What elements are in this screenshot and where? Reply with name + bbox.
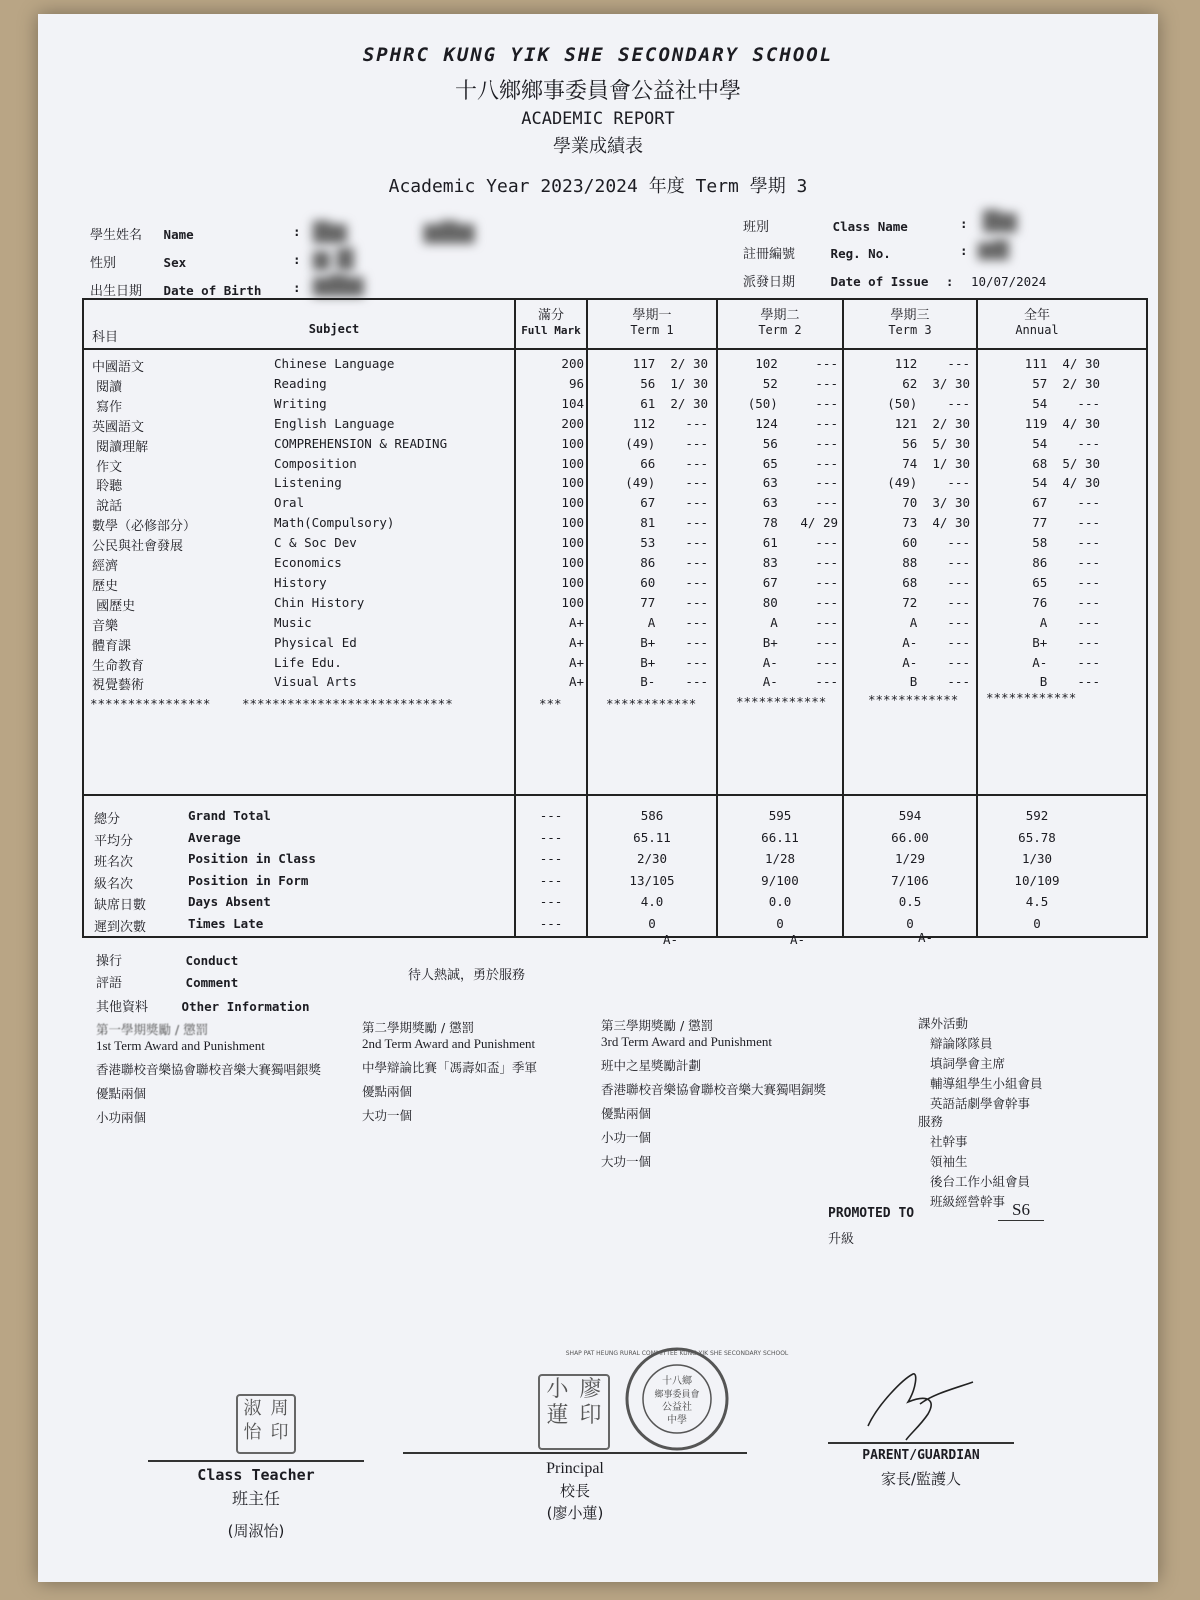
score-an: 54 4/ 30	[1032, 475, 1100, 491]
score-t2: (50) ---	[747, 395, 838, 411]
score-t2: 67 ---	[762, 574, 838, 590]
list-item: 小功兩個	[96, 1110, 147, 1125]
subject-name-zh: 數學（必修部分）	[92, 519, 197, 535]
score-full: A+	[568, 614, 584, 630]
score-t3: (49) ---	[887, 475, 970, 491]
score-an: 58 ---	[1032, 535, 1100, 551]
results-table	[82, 298, 1148, 938]
info-sex-en: Sex	[163, 255, 187, 270]
summary-full: ---	[539, 851, 563, 867]
academic-year-line: Academic Year 2023/2024 年度 Term 學期 3	[388, 176, 808, 197]
list-item: 填詞學會主席	[930, 1056, 1006, 1071]
subject-name-en: Composition	[274, 455, 357, 471]
principal-zh: 校長	[559, 1482, 590, 1500]
score-full: 200	[561, 356, 584, 371]
header-term3: 學期三 Term 3	[888, 308, 932, 337]
report-paper	[38, 14, 1158, 1582]
subject-name-zh: 生命教育	[92, 658, 145, 674]
promoted-zh: 升級	[828, 1232, 855, 1247]
parent-label: PARENT/GUARDIAN	[862, 1448, 980, 1463]
score-an: 111 4/ 30	[1024, 356, 1100, 371]
score-t2: 124 ---	[755, 415, 838, 431]
score-t1: B- ---	[640, 674, 708, 690]
principal-name: (廖小蓮)	[546, 1504, 604, 1522]
score-full: 100	[561, 495, 584, 511]
redacted-name: ▇▆ ▆▇▆	[313, 219, 475, 244]
score-t3: B ---	[909, 674, 970, 690]
score-an: 57 2/ 30	[1032, 375, 1100, 391]
info-reg-en: Reg. No.	[830, 246, 891, 261]
summary-label-en: Average	[188, 829, 241, 845]
summary-t3: 1/29	[894, 851, 926, 867]
list-item: 大功一個	[362, 1108, 413, 1123]
report-title-en: ACADEMIC REPORT	[521, 109, 675, 129]
subject-name-en: Economics	[274, 555, 342, 570]
score-t2: 63 ---	[762, 475, 838, 491]
header-term1: 學期一 Term 1	[630, 308, 674, 337]
summary-t2: 595	[768, 808, 792, 823]
score-an: 76 ---	[1032, 594, 1100, 610]
list-item: 社幹事	[930, 1134, 968, 1149]
score-t3: (50) ---	[887, 395, 970, 411]
info-issue-en: Date of Issue	[830, 274, 929, 289]
score-t2: 65 ---	[762, 455, 838, 471]
summary-label-en: Times Late	[188, 916, 264, 931]
subject-name-zh: 音樂	[92, 618, 119, 634]
score-t1: (49) ---	[625, 475, 708, 491]
list-item: 優點兩個	[362, 1084, 413, 1099]
score-t3: 74 1/ 30	[902, 455, 970, 471]
summary-t2: 66.11	[761, 829, 799, 845]
summary-an: 10/109	[1014, 872, 1060, 888]
subject-name-en: Writing	[274, 395, 327, 411]
summary-t1: 13/105	[629, 872, 675, 888]
score-full: A+	[568, 674, 584, 690]
subject-name-zh: 體育課	[92, 638, 132, 654]
summary-an: 65.78	[1018, 829, 1056, 845]
stars-t2: ************	[736, 694, 827, 709]
summary-full: ---	[539, 894, 563, 910]
score-t1: 53 ---	[640, 535, 708, 551]
info-name	[90, 224, 194, 243]
list-item: 班級經營幹事	[930, 1194, 1006, 1209]
subject-name-en: COMPREHENSION & READING	[274, 435, 448, 451]
header-fullmark: 滿分 Full Mark	[521, 308, 581, 337]
subject-name-zh: 閱讀	[92, 379, 123, 395]
summary-label-zh: 總分	[94, 812, 121, 827]
summary-t2: 1/28	[764, 851, 796, 867]
score-t1: 112 ---	[632, 415, 708, 431]
summary-full: ---	[539, 916, 563, 931]
summary-full: ---	[539, 829, 563, 845]
summary-an: 0	[1033, 916, 1041, 931]
award-term2: 第二學期獎勵 / 懲罰 2nd Term Award and Punishment 中學辯論比賽「馮壽如盃」季軍 優點兩個 大功一個	[362, 1018, 602, 1124]
score-full: 100	[561, 535, 584, 551]
score-an: 77 ---	[1032, 515, 1100, 531]
score-an: 86 ---	[1032, 555, 1100, 570]
score-an: 54 ---	[1032, 435, 1100, 451]
subject-name-zh: 聆聽	[92, 479, 123, 495]
list-item: 香港聯校音樂協會聯校音樂大賽獨唱銅獎	[601, 1082, 827, 1097]
header-subject-en: Subject	[308, 322, 360, 336]
score-t2: 102 ---	[755, 356, 838, 371]
extracurricular: 課外活動 辯論隊隊員 填詞學會主席 輔導組學生小組會員 英語話劇學會幹事 服務 社幹事 領袖生 後台工作小組會員 班級經營幹事	[918, 1014, 1118, 1210]
subject-name-en: Chinese Language	[274, 356, 395, 371]
info-sex-zh: 性別	[90, 256, 117, 271]
score-t1: (49) ---	[625, 435, 708, 451]
score-t3: 62 3/ 30	[902, 375, 970, 391]
school-seal-ring-text: SHAP PAT HEUNG RURAL COMMITTEE KUNG YIK SHE SECONDARY SCHOOL	[565, 1350, 789, 1357]
summary-an: 1/30	[1021, 851, 1053, 867]
summary-t1: 65.11	[633, 829, 671, 845]
info-sex	[90, 252, 186, 271]
school-name-zh: 十八鄉鄉事委員會公益社中學	[454, 79, 741, 104]
info-name-colon: :	[293, 224, 301, 239]
list-item: 領袖生	[930, 1154, 968, 1169]
conduct-label: 操行 Conduct	[96, 953, 239, 969]
summary-label-en: Grand Total	[188, 808, 271, 823]
info-sex-colon: :	[293, 252, 301, 267]
score-an: A- ---	[1032, 654, 1100, 670]
score-t3: 88 ---	[902, 555, 970, 570]
list-item: 優點兩個	[601, 1106, 652, 1121]
conduct-t3: A-	[918, 930, 934, 945]
summary-an: 592	[1025, 808, 1049, 823]
list-item: 優點兩個	[96, 1086, 147, 1101]
info-reg-zh: 註冊編號	[743, 247, 796, 262]
summary-t2: 0.0	[768, 894, 792, 910]
parent-zh: 家長/監護人	[880, 1470, 962, 1488]
redacted-sex: ▆ ▇	[313, 246, 354, 271]
report-title-zh: 學業成績表	[553, 136, 643, 157]
class-teacher-name: (周淑怡)	[227, 1522, 285, 1540]
summary-full: ---	[539, 872, 563, 888]
score-full: 100	[561, 475, 584, 491]
header-term2: 學期二 Term 2	[758, 308, 802, 337]
summary-label-zh: 平均分	[94, 833, 134, 849]
info-issue-zh: 派發日期	[743, 275, 796, 290]
subject-name-en: Music	[274, 614, 312, 630]
stars-en: ****************************	[242, 696, 453, 711]
score-full: 100	[561, 574, 584, 590]
comment-label: 評語 Comment	[96, 975, 239, 991]
list-item: 辯論隊隊員	[930, 1036, 993, 1051]
redacted-reg: ▆▇	[978, 236, 1009, 260]
principal-label: Principal	[546, 1460, 604, 1477]
subject-name-en: C & Soc Dev	[274, 535, 357, 551]
score-an: 119 4/ 30	[1024, 415, 1100, 431]
score-an: A ---	[1039, 614, 1100, 630]
subject-name-zh: 閱讀理解	[92, 439, 149, 455]
summary-label-en: Position in Class	[188, 851, 316, 867]
score-full: 96	[568, 375, 584, 391]
svg-text:中學: 中學	[667, 1415, 687, 1426]
score-t1: B+ ---	[640, 634, 708, 650]
award-term3: 第三學期獎勵 / 懲罰 3rd Term Award and Punishment 班中之星獎勵計劃 香港聯校音樂協會聯校音樂大賽獨唱銅獎 優點兩個 小功一個 大功一個	[601, 1016, 871, 1170]
subject-name-en: Math(Compulsory)	[274, 515, 395, 531]
score-full: A+	[568, 634, 584, 650]
score-t2: 78 4/ 29	[762, 515, 838, 531]
score-t2: 83 ---	[762, 555, 838, 570]
summary-t1: 0	[648, 916, 656, 931]
info-name-en: Name	[163, 227, 194, 242]
summary-label-en: Days Absent	[188, 894, 271, 910]
score-t3: A- ---	[902, 634, 970, 650]
score-t3: 112 ---	[894, 356, 970, 371]
info-dob-en: Date of Birth	[163, 283, 262, 298]
subject-name-en: Reading	[274, 375, 327, 391]
list-item: 小功一個	[601, 1130, 652, 1145]
promoted-label: PROMOTED TO	[828, 1206, 915, 1221]
subject-name-zh: 寫作	[92, 399, 123, 415]
summary-t3: 0	[906, 916, 914, 931]
score-full: 104	[561, 395, 584, 411]
info-reg	[743, 243, 891, 262]
stars-zh: ****************	[90, 696, 211, 711]
summary-label-zh: 班名次	[94, 855, 134, 871]
list-item: 中學辯論比賽「馮壽如盃」季軍	[362, 1060, 538, 1075]
summary-t2: 9/100	[761, 872, 799, 888]
svg-text:鄉事委員會: 鄉事委員會	[654, 1390, 700, 1400]
subject-name-en: Physical Ed	[274, 634, 357, 650]
score-t1: A ---	[647, 614, 708, 630]
summary-t3: 594	[898, 808, 922, 823]
subject-name-zh: 中國語文	[92, 360, 145, 375]
score-an: 68 5/ 30	[1032, 455, 1100, 471]
summary-t3: 0.5	[898, 894, 922, 910]
info-reg-colon: :	[960, 243, 968, 258]
score-t2: 52 ---	[762, 375, 838, 391]
score-t2: B+ ---	[762, 634, 838, 650]
score-t1: 86 ---	[640, 555, 708, 570]
subject-name-zh: 經濟	[92, 559, 119, 574]
svg-text:公益社: 公益社	[662, 1402, 692, 1413]
score-t3: 73 4/ 30	[902, 515, 970, 531]
score-full: A+	[568, 654, 584, 670]
info-issue-colon: :	[945, 274, 954, 289]
subject-name-en: Oral	[274, 495, 305, 511]
score-an: B+ ---	[1032, 634, 1100, 650]
parent-signature	[858, 1354, 988, 1444]
list-item: 後台工作小組會員	[930, 1174, 1031, 1189]
subject-name-zh: 英國語文	[92, 419, 145, 435]
score-t1: 66 ---	[640, 455, 708, 471]
class-teacher-label: Class Teacher	[197, 1466, 315, 1484]
info-issue	[743, 271, 1046, 290]
subject-name-zh: 公民與社會發展	[92, 539, 184, 555]
list-item: 香港聯校音樂協會聯校音樂大賽獨唱銀獎	[96, 1062, 322, 1077]
info-dob-zh: 出生日期	[90, 284, 143, 299]
info-name-zh: 學生姓名	[90, 228, 143, 243]
summary-label-zh: 級名次	[94, 876, 134, 892]
info-class-en: Class Name	[832, 219, 908, 234]
score-t3: 72 ---	[902, 594, 970, 610]
score-t1: 67 ---	[640, 495, 708, 511]
info-class-colon: :	[960, 216, 968, 231]
score-t3: A ---	[909, 614, 970, 630]
other-info-label: 其他資料 Other Information	[96, 999, 310, 1015]
subject-name-zh: 歷史	[92, 578, 119, 594]
subject-name-en: Life Edu.	[274, 654, 342, 670]
score-t1: 117 2/ 30	[632, 356, 708, 371]
score-t3: 70 3/ 30	[902, 495, 970, 511]
summary-label-zh: 遲到次數	[94, 920, 147, 935]
stars-full: ***	[539, 696, 562, 711]
info-class-zh: 班別	[743, 220, 770, 235]
score-an: B ---	[1039, 674, 1100, 690]
teacher-seal-stamp: 淑 周 怡 印	[236, 1394, 296, 1454]
conduct-t2: A-	[790, 932, 806, 947]
school-name-en: SPHRC KUNG YIK SHE SECONDARY SCHOOL	[362, 44, 834, 66]
score-full: 200	[561, 415, 584, 431]
promoted-value: S6	[998, 1200, 1044, 1221]
list-item: 輔導組學生小組會員	[930, 1076, 1043, 1091]
summary-t1: 2/30	[636, 851, 668, 867]
score-full: 100	[561, 594, 584, 610]
score-t1: 60 ---	[640, 574, 708, 590]
score-an: 54 ---	[1032, 395, 1100, 411]
comment-text: 待人熱誠，勇於服務	[408, 968, 526, 983]
list-item: 班中之星獎勵計劃	[601, 1058, 702, 1073]
info-class	[743, 216, 908, 235]
subject-name-en: Visual Arts	[274, 674, 357, 690]
svg-text:十八鄉: 十八鄉	[662, 1376, 692, 1387]
conduct-t1: A-	[663, 932, 679, 947]
score-t2: 61 ---	[762, 535, 838, 551]
redacted-class: ▇▆	[983, 208, 1017, 233]
score-t1: 56 1/ 30	[640, 375, 708, 391]
info-dob	[90, 280, 261, 299]
score-full: 100	[561, 435, 584, 451]
list-item: 英語話劇學會幹事	[930, 1096, 1031, 1111]
subject-name-zh: 國歷史	[92, 598, 136, 614]
score-t1: 61 2/ 30	[640, 395, 708, 411]
summary-t1: 4.0	[640, 894, 664, 910]
award-term1: 第一學期獎勵 / 懲罰 1st Term Award and Punishment 香港聯校音樂協會聯校音樂大賽獨唱銀獎 優點兩個 小功兩個	[96, 1020, 366, 1126]
stars-t1: ************	[606, 696, 697, 711]
score-full: 100	[561, 455, 584, 471]
score-t2: 80 ---	[762, 594, 838, 610]
subject-name-en: Chin History	[274, 594, 365, 610]
subject-name-zh: 視覺藝術	[92, 678, 145, 694]
score-t1: B+ ---	[640, 654, 708, 670]
summary-t1: 586	[640, 808, 664, 823]
subject-name-en: Listening	[274, 475, 342, 491]
redacted-dob: ▆▇▆	[313, 272, 364, 297]
header-subject-zh: 科目	[92, 330, 119, 345]
summary-t3: 66.00	[891, 829, 929, 845]
subject-name-en: English Language	[274, 415, 395, 431]
score-an: 67 ---	[1032, 495, 1100, 511]
header-annual: 全年 Annual	[1015, 308, 1059, 337]
score-t1: 77 ---	[640, 594, 708, 610]
score-t2: 56 ---	[762, 435, 838, 451]
score-t3: 68 ---	[902, 574, 970, 590]
score-t1: 81 ---	[640, 515, 708, 531]
summary-label-en: Position in Form	[188, 872, 309, 888]
summary-t2: 0	[776, 916, 784, 931]
summary-label-zh: 缺席日數	[94, 898, 147, 914]
score-t3: 60 ---	[902, 535, 970, 551]
score-t2: 63 ---	[762, 495, 838, 511]
subject-name-en: History	[274, 574, 327, 590]
summary-t3: 7/106	[891, 872, 929, 888]
score-t2: A- ---	[762, 674, 838, 690]
score-full: 100	[561, 555, 584, 570]
score-t3: A- ---	[902, 654, 970, 670]
info-dob-colon: :	[293, 280, 301, 295]
score-full: 100	[561, 515, 584, 531]
score-t3: 56 5/ 30	[902, 435, 970, 451]
summary-full: ---	[539, 808, 563, 823]
subject-name-zh: 說話	[92, 499, 123, 515]
principal-seal-stamp: 小 廖 蓮 印	[538, 1374, 610, 1450]
list-item: 大功一個	[601, 1154, 652, 1169]
issue-date: 10/07/2024	[970, 274, 1047, 289]
score-t3: 121 2/ 30	[894, 415, 970, 431]
stars-t3: ************	[868, 692, 959, 707]
summary-an: 4.5	[1025, 894, 1049, 910]
score-t2: A ---	[770, 614, 838, 630]
score-an: 65 ---	[1032, 574, 1100, 590]
class-teacher-zh: 班主任	[231, 1489, 280, 1508]
stars-an: ************	[986, 690, 1077, 705]
subject-name-zh: 作文	[92, 459, 123, 475]
score-t2: A- ---	[762, 654, 838, 670]
